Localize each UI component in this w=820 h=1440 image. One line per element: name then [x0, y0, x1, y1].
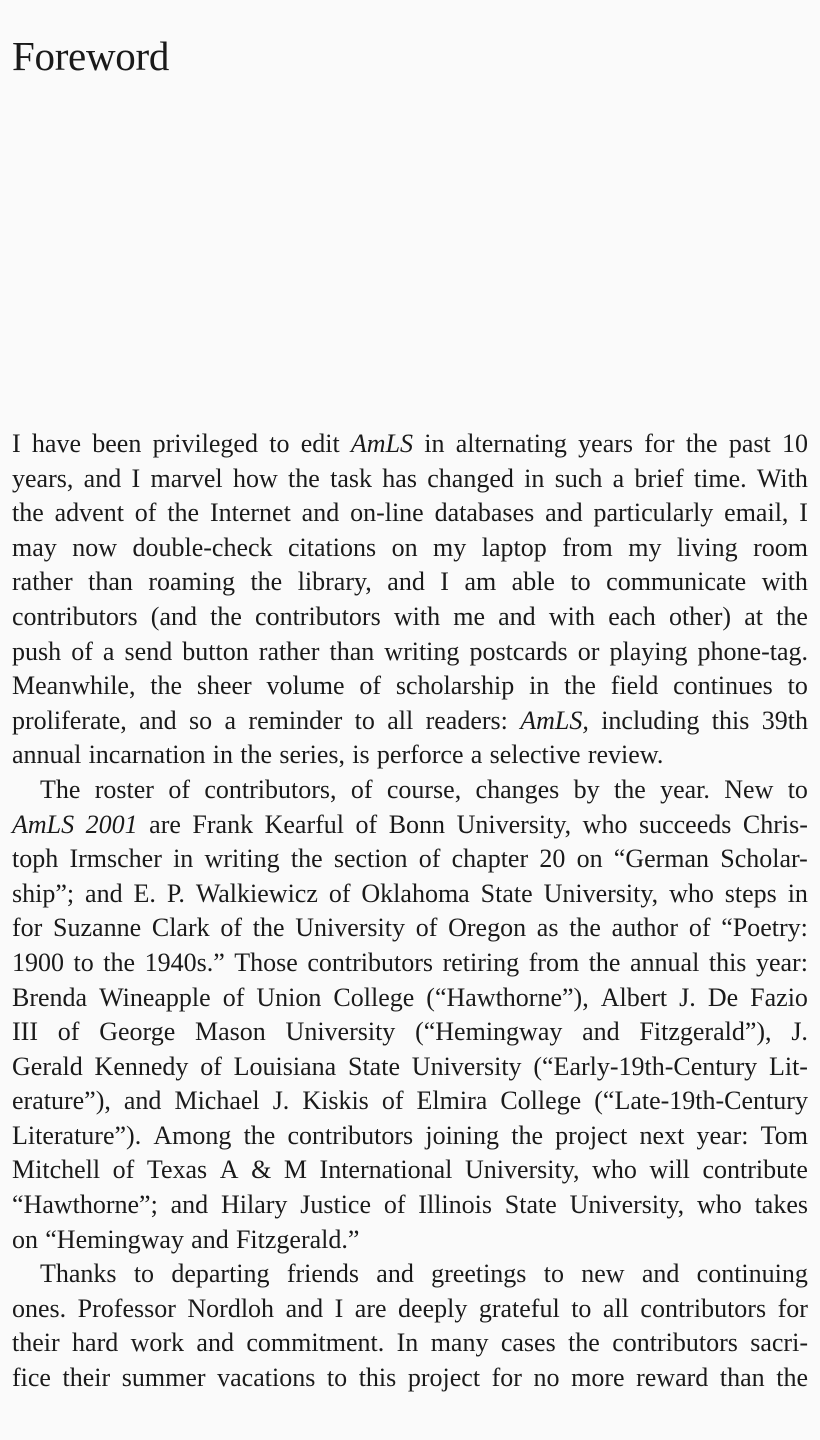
text-line: contributors (and the contributors with me and with each other) at the: [12, 601, 808, 631]
text-line: push of a send button rather than writing postcards or playing phone-tag.: [12, 636, 808, 666]
text-line: years, and I marvel how the task has changed in such a brief time. With: [12, 463, 808, 493]
page-title: Foreword: [12, 33, 170, 79]
text-line: AmLS 2001 are Frank Kearful of Bonn University, who succeeds Chris-: [12, 809, 808, 839]
text-line: may now double-check citations on my laptop from my living room: [12, 532, 808, 562]
text-line: proliferate, and so a reminder to all readers: AmLS, including this 39th: [12, 705, 808, 735]
text-line: Brenda Wineapple of Union College (“Hawthorne”), Albert J. De Fazio: [12, 982, 808, 1012]
text-line: Mitchell of Texas A & M International University, who will contribute: [12, 1155, 808, 1185]
text-line: the advent of the Internet and on-line databases and particularly email, I: [12, 498, 808, 528]
text-line: III of George Mason University (“Hemingway and Fitzgerald”), J.: [12, 1017, 808, 1047]
text-line: ones. Professor Nordloh and I are deeply grateful to all contributors for: [12, 1293, 808, 1323]
text-line: their hard work and commitment. In many cases the contributors sacri-: [12, 1328, 808, 1358]
text-line: “Hawthorne”; and Hilary Justice of Illinois State University, who takes: [12, 1190, 808, 1220]
text-line: annual incarnation in the series, is perforce a selective review.: [12, 740, 664, 770]
text-line: on “Hemingway and Fitzgerald.”: [12, 1224, 360, 1254]
text-line: Thanks to departing friends and greetings to new and continuing: [40, 1259, 808, 1289]
text-line: Gerald Kennedy of Louisiana State University (“Early-19th-Century Lit-: [12, 1051, 808, 1081]
paragraph: [12, 1257, 808, 1395]
text-line: rather than roaming the library, and I am able to communicate with: [12, 567, 808, 597]
text-line: Meanwhile, the sheer volume of scholarship in the field continues to: [12, 671, 808, 701]
paragraph: [12, 427, 808, 773]
text-line: The roster of contributors, of course, changes by the year. New to: [40, 774, 808, 804]
text-line: I have been privileged to edit AmLS in alternating years for the past 10: [12, 429, 808, 458]
text-line: Literature”). Among the contributors joining the project next year: Tom: [12, 1120, 808, 1150]
text-line: toph Irmscher in writing the section of chapter 20 on “German Scholar-: [12, 844, 808, 874]
text-line: for Suzanne Clark of the University of Oregon as the author of “Poetry:: [12, 913, 808, 943]
text-line: ship”; and E. P. Walkiewicz of Oklahoma State University, who steps in: [12, 878, 808, 908]
text-line: fice their summer vacations to this project for no more reward than the: [12, 1363, 808, 1393]
body-text: [12, 427, 808, 1396]
paragraph: [12, 773, 808, 1257]
text-line: erature”), and Michael J. Kiskis of Elmira College (“Late-19th-Century: [12, 1086, 808, 1116]
text-line: 1900 to the 1940s.” Those contributors retiring from the annual this year:: [12, 947, 808, 977]
